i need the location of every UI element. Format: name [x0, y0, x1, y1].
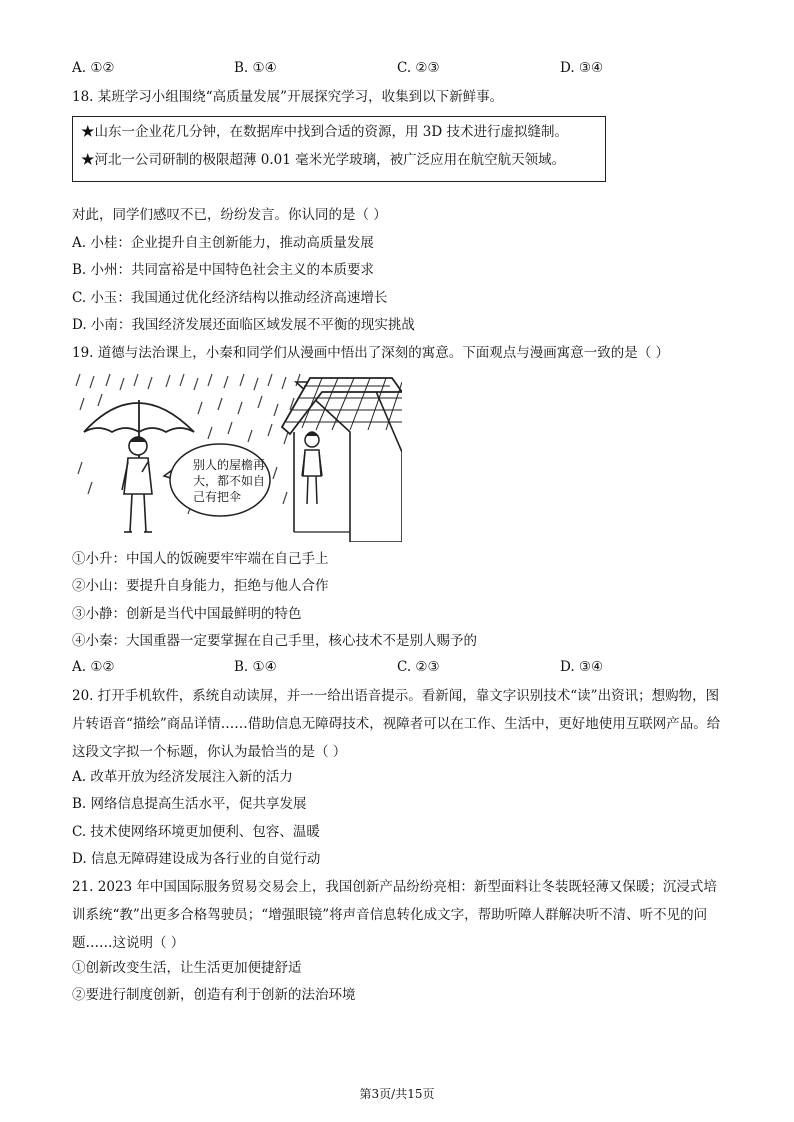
- q19-option-a: A. ①②: [72, 659, 115, 675]
- q18-prompt: 对此，同学们感叹不已，纷纷发言。你认同的是（ ）: [72, 207, 387, 223]
- q18-option-b: B. 小州：共同富裕是中国特色社会主义的本质要求: [72, 262, 375, 278]
- q20-option-c: C. 技术使网络环境更加便利、包容、温暖: [72, 824, 320, 840]
- page-number: 第3页/共15页: [359, 1087, 435, 1101]
- q20-option-a: A. 改革开放为经济发展注入新的活力: [72, 769, 293, 785]
- house: [282, 378, 402, 542]
- q21-paragraph: 21. 2023 年中国国际服务贸易交易会上，我国创新产品纷纷亮相：新型面料让冬装既轻薄又保暖；沉浸式培训系统“教”出更多合格驾驶员；“增强眼镜”将声音信息转化成文字，帮助听障人群解决听不清、听不见的问题……这说明（ ）: [72, 879, 717, 951]
- bubble-line-2: 大，都不如自: [193, 474, 266, 488]
- person-with-umbrella: [122, 437, 152, 532]
- q19-option-c: C. ②③: [397, 659, 440, 675]
- q19-stem: 19. 道德与法治课上，小秦和同学们从漫画中悟出了深刻的寓意。下面观点与漫画寓意一致的是（ ）: [72, 345, 670, 361]
- q17-option-a: A. ①②: [72, 60, 115, 76]
- bubble-line-3: 己有把伞: [193, 490, 242, 504]
- q19-cartoon: [72, 372, 402, 542]
- q18-option-d: D. 小南：我国经济发展还面临区域发展不平衡的现实挑战: [72, 317, 415, 333]
- person-under-eaves: [302, 432, 322, 504]
- q20-option-b: B. 网络信息提高生活水平，促共享发展: [72, 796, 307, 812]
- q18-option-a: A. 小桂：企业提升自主创新能力，推动高质量发展: [72, 235, 374, 251]
- q21-statement-2: ②要进行制度创新，创造有利于创新的法治环境: [72, 987, 356, 1003]
- q19-statement-2: ②小山：要提升自身能力，拒绝与他人合作: [72, 578, 329, 594]
- q21-statement-1: ①创新改变生活，让生活更加便捷舒适: [72, 960, 302, 976]
- q19-option-d: D. ③④: [560, 659, 604, 675]
- q18-news-2: ★河北一公司研制的极限超薄 0.01 毫米光学玻璃，被广泛应用在航空航天领域。: [81, 152, 566, 168]
- q18-news-1: ★山东一企业花几分钟，在数据库中找到合适的资源，用 3D 技术进行虚拟缝制。: [81, 124, 568, 140]
- bubble-line-1: 别人的屋檐再: [193, 458, 266, 472]
- q19-statement-1: ①小升：中国人的饭碗要牢牢端在自己手上: [72, 551, 329, 567]
- q17-option-c: C. ②③: [397, 60, 440, 76]
- q17-option-b: B. ①④: [234, 60, 277, 76]
- q19-statement-4: ④小秦：大国重器一定要掌握在自己手里，核心技术不是别人赐予的: [72, 633, 477, 649]
- q18-stem: 18. 某班学习小组围绕“高质量发展”开展探究学习，收集到以下新鲜事。: [72, 89, 504, 105]
- q19-option-b: B. ①④: [234, 659, 277, 675]
- q20-option-d: D. 信息无障碍建设成为各行业的自觉行动: [72, 851, 321, 867]
- speech-bubble: [164, 444, 270, 516]
- q17-options: [72, 60, 692, 80]
- q17-option-d: D. ③④: [560, 60, 604, 76]
- q20-paragraph: 20. 打开手机软件，系统自动读屏，并一一给出语音提示。看新闻，靠文字识别技术“读”出资讯；想购物，图片转语音“描绘”商品详情……借助信息无障碍技术，视障者可以在工作、生活中，更好地使用互联网产品。给这段文字拟一个标题，你认为最恰当的是（ ）: [72, 688, 721, 760]
- q18-option-c: C. 小玉：我国通过优化经济结构以推动经济高速增长: [72, 290, 388, 306]
- q18-news-box: [72, 116, 606, 182]
- q19-options: [72, 659, 692, 679]
- q19-statement-3: ③小静：创新是当代中国最鲜明的特色: [72, 606, 302, 622]
